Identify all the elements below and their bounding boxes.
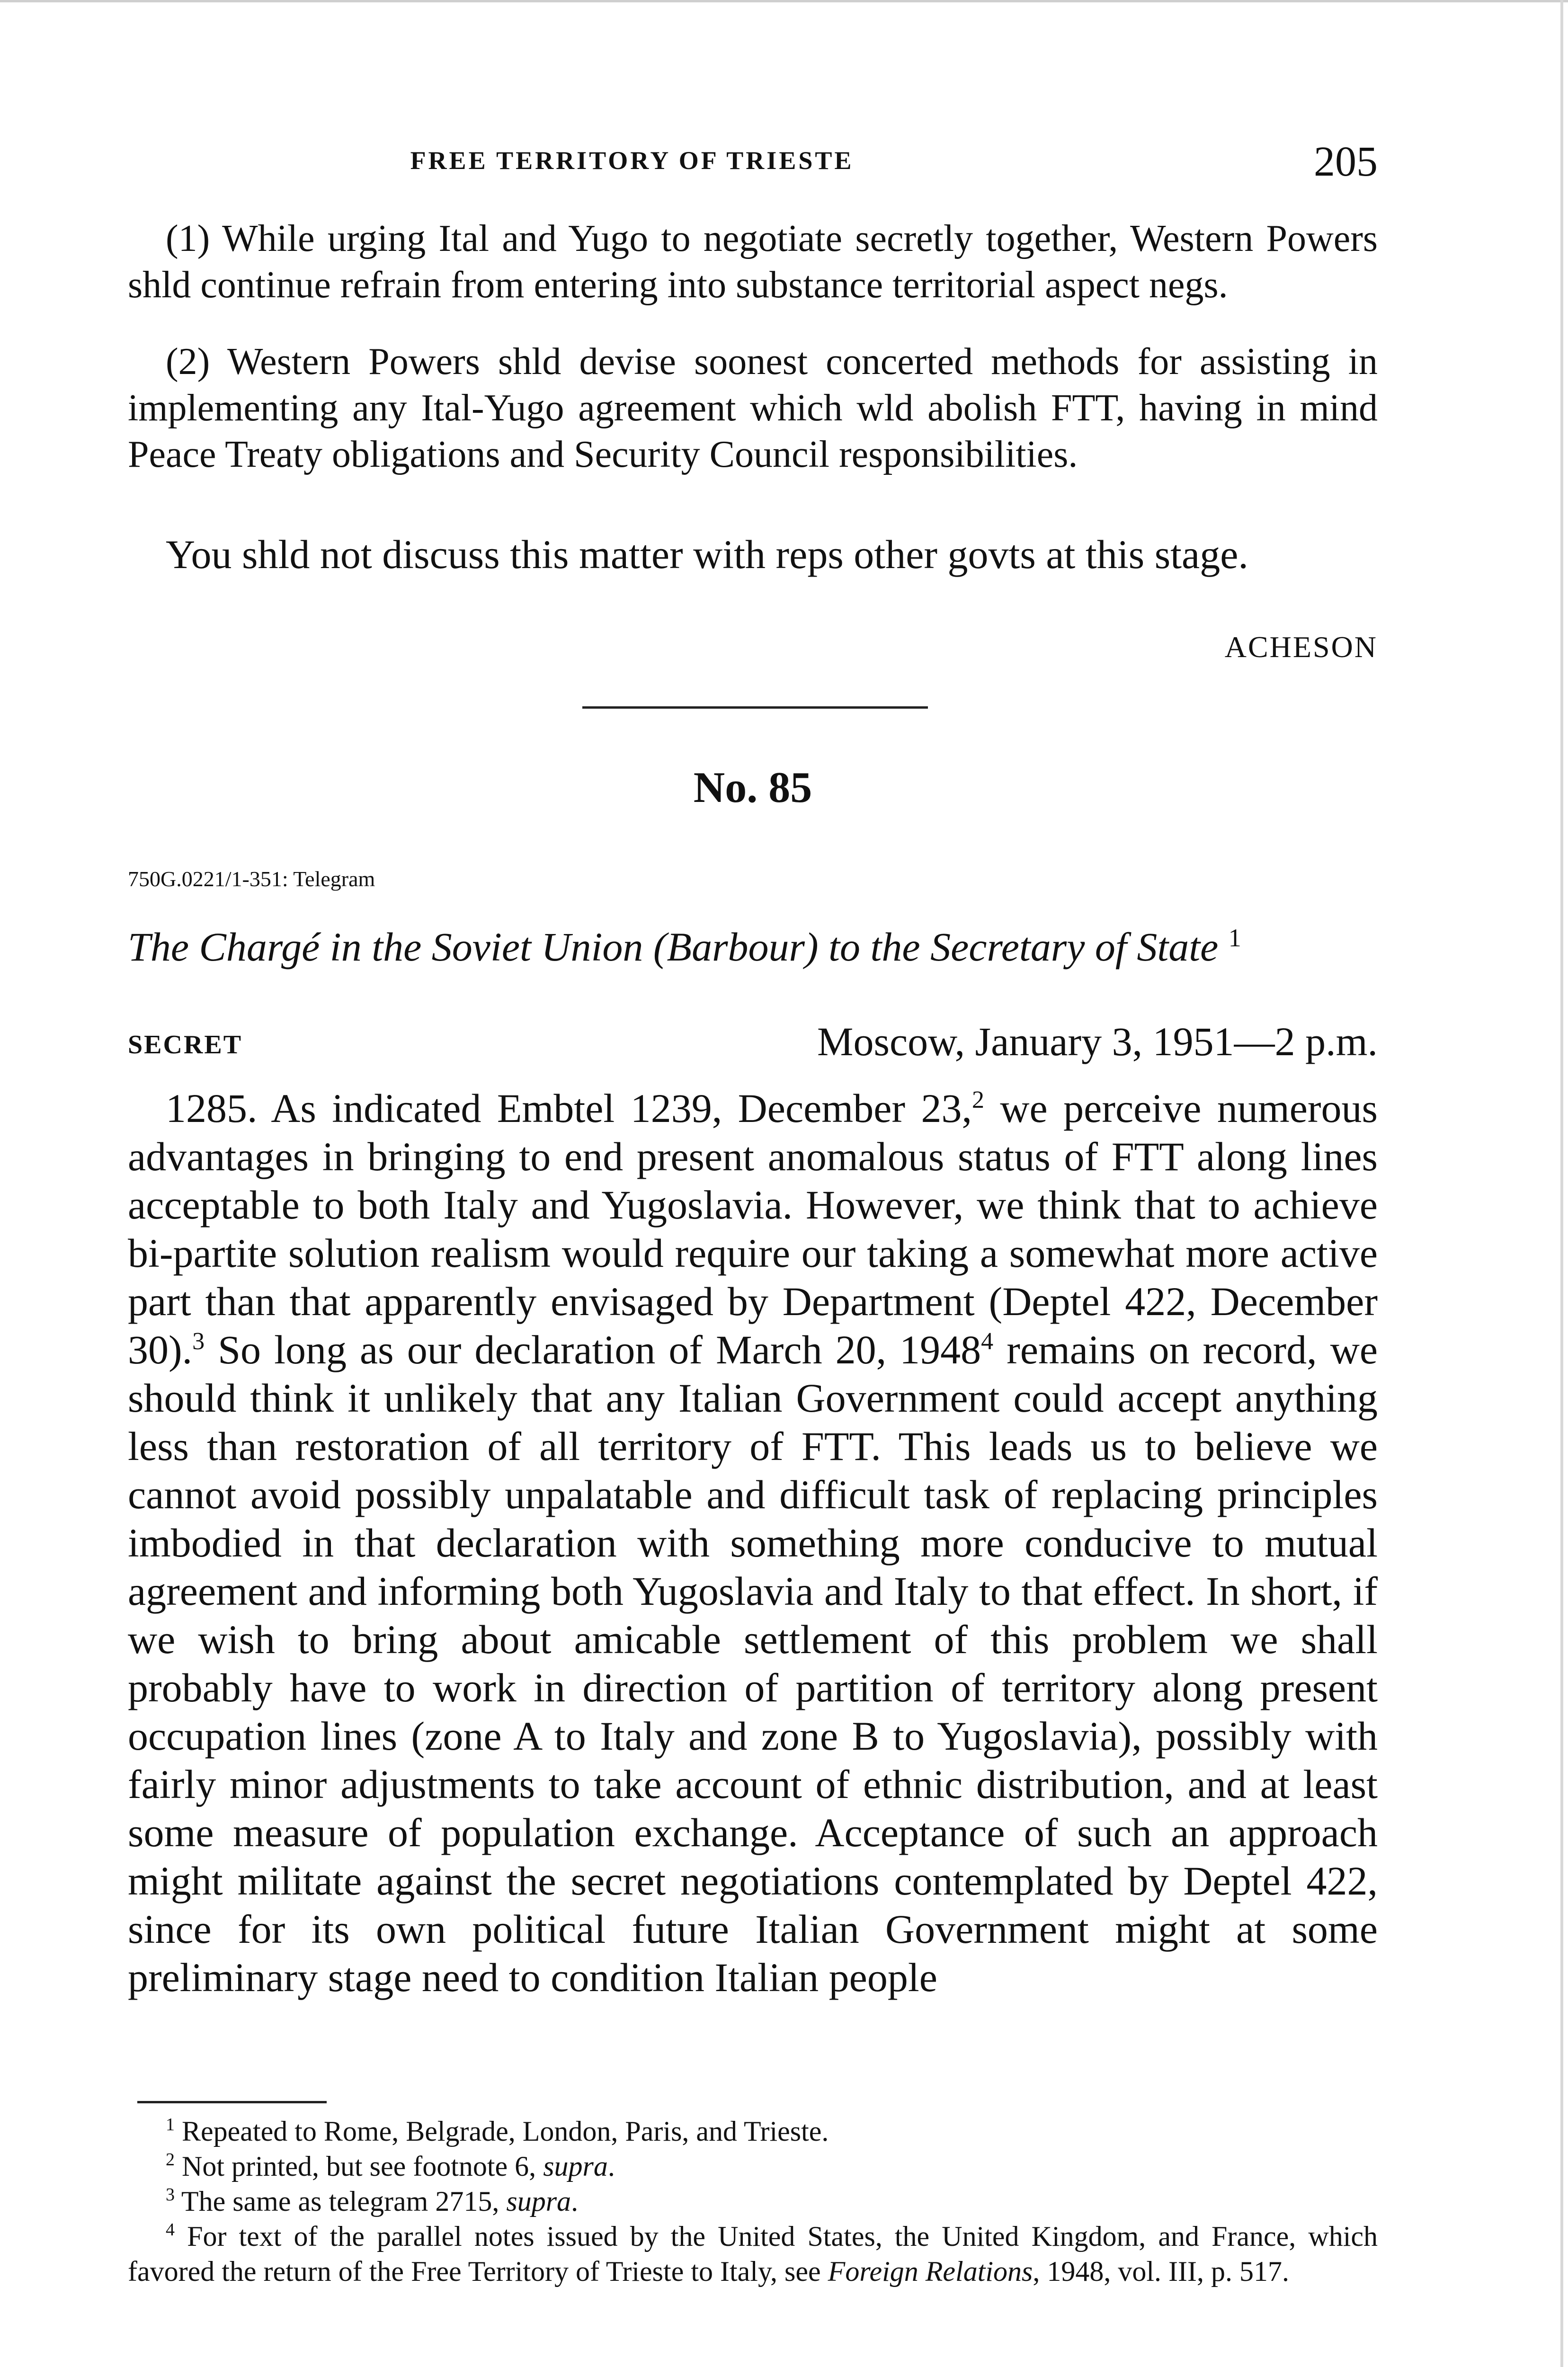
top-edge-rule bbox=[0, 0, 1568, 2]
footnote-ref-4: 4 bbox=[981, 1328, 994, 1355]
footnote-text: The same as telegram 2715, bbox=[181, 2186, 507, 2217]
telegram-body bbox=[128, 1084, 1378, 2002]
footnote-mark: 3 bbox=[166, 2185, 175, 2205]
signature: ACHESON bbox=[1224, 630, 1378, 664]
footnote-emphasis: supra bbox=[506, 2186, 571, 2217]
footnote-text: For text of the parallel notes issued by the United States, the United Kingdom, and France, which favored the return of the Free Territory of Trieste to Italy, see bbox=[128, 2221, 1378, 2287]
footnote-mark: 4 bbox=[166, 2220, 175, 2240]
section-divider bbox=[582, 706, 928, 709]
running-title: FREE TERRITORY OF TRIESTE bbox=[410, 146, 854, 175]
footnote-3 bbox=[128, 2184, 1378, 2219]
document-heading-text: The Chargé in the Soviet Union (Barbour) to the Secretary of State bbox=[128, 924, 1219, 970]
classification-label: SECRET bbox=[128, 1030, 243, 1059]
footnote-text: . bbox=[607, 2151, 615, 2182]
running-head bbox=[128, 137, 1378, 194]
body-text: 1285. As indicated Embtel 1239, December 23, bbox=[166, 1086, 972, 1131]
footnote-text: . bbox=[571, 2186, 579, 2217]
page-number: 205 bbox=[1314, 138, 1378, 185]
footnote-1 bbox=[128, 2114, 1378, 2149]
footnote-text: Not printed, but see footnote 6, bbox=[182, 2151, 543, 2182]
document-heading bbox=[128, 923, 1378, 970]
footnote-emphasis: supra bbox=[543, 2151, 608, 2182]
footnote-ref-2: 2 bbox=[971, 1086, 984, 1113]
paragraph-item-1: (1) While urging Ital and Yugo to negotiate secretly together, Western Powers shld continue refrain from entering into substance territorial aspect negs. bbox=[128, 218, 1378, 306]
dateline: Moscow, January 3, 1951—2 p.m. bbox=[817, 1019, 1378, 1064]
footnote-4 bbox=[128, 2219, 1378, 2289]
document-number: No. 85 bbox=[693, 763, 812, 811]
footnote-emphasis: Foreign Relations bbox=[828, 2256, 1033, 2287]
footnote-text: Repeated to Rome, Belgrade, London, Paris, and Trieste. bbox=[182, 2116, 829, 2147]
file-reference: 750G.0221/1-351: Telegram bbox=[128, 867, 375, 891]
page-edge-shadow bbox=[1560, 0, 1563, 2367]
footnote-text: , 1948, vol. III, p. 517. bbox=[1033, 2256, 1290, 2287]
footnote-mark: 1 bbox=[166, 2115, 175, 2135]
footnotes bbox=[128, 2114, 1378, 2289]
body-text: So long as our declaration of March 20, 1948 bbox=[205, 1327, 981, 1372]
footnote-mark: 2 bbox=[166, 2150, 175, 2170]
footnote-ref-1: 1 bbox=[1228, 924, 1241, 952]
paragraph-item-2: (2) Western Powers shld devise soonest concerted methods for assisting in implementing any Ital-Yugo agreement which wld abolish FTT, having in mind Peace Treaty obligations and Security Council responsibilities. bbox=[128, 341, 1378, 475]
footnote-rule bbox=[137, 2101, 327, 2103]
body-text: remains on record, we should think it unlikely that any Italian Government could accept anything less than restoration of all territory of FTT. This leads us to believe we cannot avoid possibly unpalatable and difficult task of replacing principles imbodied in that declaration with something more conducive to mutual agreement and informing both Yugoslavia and Italy to that effect. In short, if we wish to bring about amicable settlement of this problem we shall probably have to work in direction of partition of territory along present occupation lines (zone A to Italy and zone B to Yugoslavia), possibly with fairly minor adjustments to take account of ethnic distribution, and at least some measure of population exchange. Acceptance of such an approach might militate against the secret negotiations contemplated by Deptel 422, since for its own political future Italian Government might at some preliminary stage need to condition Italian people bbox=[128, 1327, 1378, 2000]
footnote-2 bbox=[128, 2149, 1378, 2184]
body-text: we perceive numerous advantages in bringing to end present anomalous status of FTT along lines acceptable to both Italy and Yugoslavia. However, we think that to achieve bi-partite solution realism would require our taking a somewhat more active part than that apparently envisaged by Department (Deptel 422, December 30). bbox=[128, 1086, 1378, 1372]
paragraph-instruction: You shld not discuss this matter with reps other govts at this stage. bbox=[166, 532, 1248, 577]
footnote-ref-3: 3 bbox=[192, 1328, 205, 1355]
